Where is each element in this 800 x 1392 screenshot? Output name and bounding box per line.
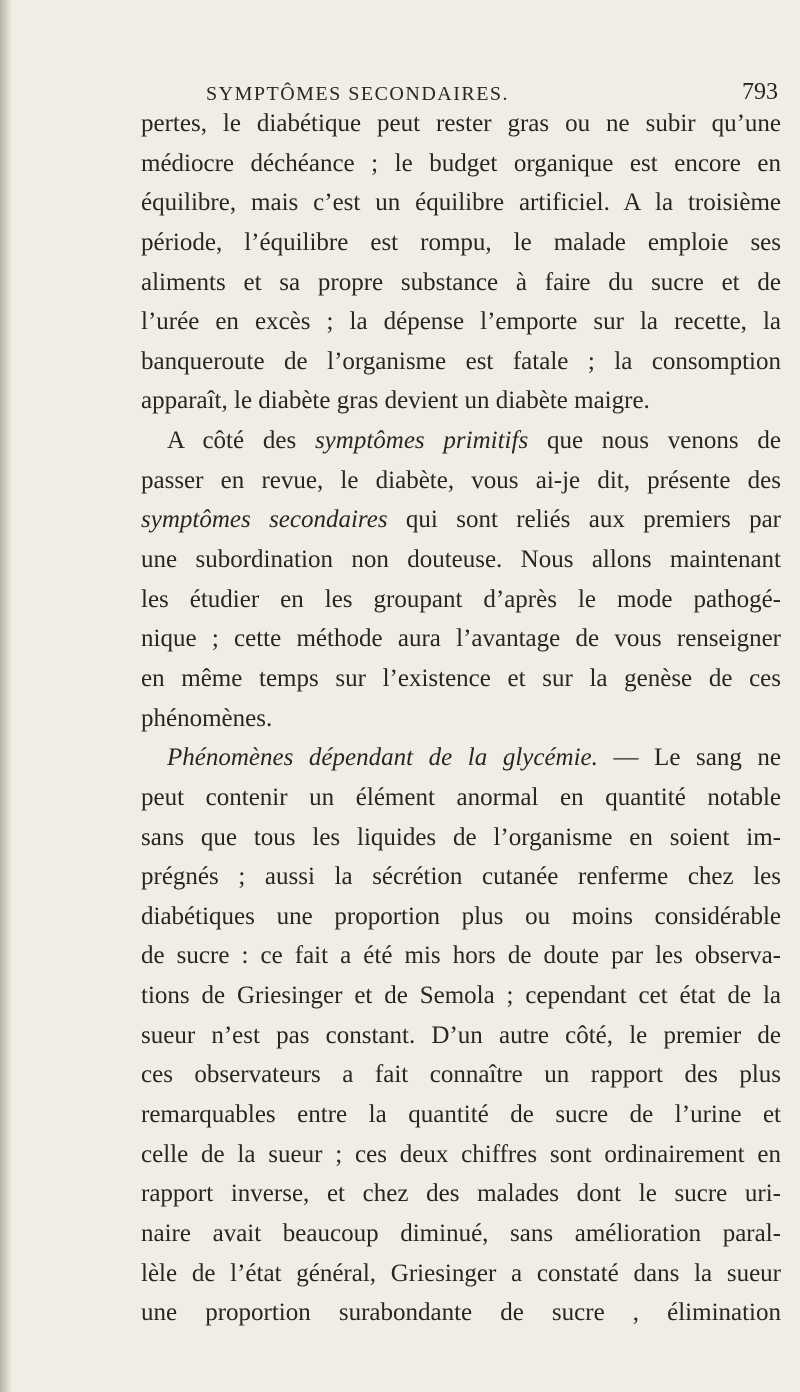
text-segment: que nous venons de [528, 427, 781, 455]
text-segment: banqueroute de l’organisme est fatale ; la consomption [141, 347, 781, 375]
text-segment: qui sont reliés aux premiers par [387, 506, 781, 534]
text-line [141, 381, 781, 421]
text-segment: prégnés ; aussi la sécrétion cutanée renferme chez les [141, 863, 781, 891]
text-line [141, 500, 781, 540]
text-segment: naire avait beaucoup diminué, sans amélioration paral- [141, 1219, 781, 1247]
text-segment: ces observateurs a fait connaître un rapport des plus [141, 1061, 781, 1089]
text-segment: remarquables entre la quantité de sucre de l’urine et [141, 1101, 781, 1129]
text-line [141, 857, 781, 897]
text-segment: peut contenir un élément anormal en quantité notable [141, 783, 781, 811]
text-segment: nique ; cette méthode aura l’avantage de vous renseigner [141, 625, 781, 653]
body-text [141, 104, 781, 1333]
text-segment: en même temps sur l’existence et sur la genèse de ces [141, 664, 781, 692]
text-line [141, 461, 781, 501]
text-line [141, 619, 781, 659]
text-segment: sans que tous les liquides de l’organisme en soient im- [141, 823, 781, 851]
text-line [141, 699, 781, 739]
text-segment: tions de Griesinger et de Semola ; cependant cet état de la [141, 982, 781, 1010]
text-segment: aliments et sa propre substance à faire du sucre et de [141, 268, 781, 296]
text-segment: période, l’équilibre est rompu, le malade emploie ses [141, 228, 781, 256]
text-segment: les étudier en les groupant d’après le mode pathogé- [141, 585, 781, 613]
text-segment: lèle de l’état général, Griesinger a constaté dans la sueur [141, 1259, 781, 1287]
text-segment: rapport inverse, et chez des malades dont le sucre uri- [141, 1180, 781, 1208]
text-line [141, 818, 781, 858]
text-segment: apparaît, le diabète gras devient un diabète maigre. [141, 387, 650, 415]
text-line [141, 1135, 781, 1175]
italic-text-segment: symptômes secondaires [141, 506, 388, 534]
text-line [141, 223, 781, 263]
text-line [141, 580, 781, 620]
text-line [141, 1214, 781, 1254]
text-segment: équilibre, mais c’est un équilibre artificiel. A la troisième [141, 189, 781, 217]
text-segment: sueur n’est pas constant. D’un autre côté, le premier de [141, 1021, 781, 1049]
text-line [141, 897, 781, 937]
text-segment: une proportion surabondante de sucre , élimination [141, 1299, 781, 1327]
text-line [141, 342, 781, 382]
text-line [141, 936, 781, 976]
text-segment: passer en revue, le diabète, vous ai-je dit, présente des [141, 466, 781, 494]
text-segment: de sucre : ce fait a été mis hors de doute par les observa- [141, 942, 781, 970]
text-line [141, 183, 781, 223]
text-segment: l’urée en excès ; la dépense l’emporte sur la recette, la [141, 308, 781, 336]
text-line [141, 778, 781, 818]
text-segment: diabétiques une proportion plus ou moins considérable [141, 902, 781, 930]
text-line [141, 976, 781, 1016]
text-segment: — Le sang ne [597, 744, 781, 772]
text-line [141, 1095, 781, 1135]
italic-text-segment: Phénomènes dépendant de la glycémie. [167, 744, 598, 772]
text-line [141, 263, 781, 303]
text-line [141, 421, 781, 461]
text-segment: phénomènes. [141, 704, 273, 732]
text-line [141, 1174, 781, 1214]
text-segment: A côté des [167, 427, 315, 455]
text-line [141, 659, 781, 699]
text-line [141, 738, 781, 778]
text-line [141, 144, 781, 184]
text-line [141, 1055, 781, 1095]
text-line [141, 1016, 781, 1056]
text-segment: une subordination non douteuse. Nous allons maintenant [141, 546, 781, 574]
text-line [141, 302, 781, 342]
text-segment: celle de la sueur ; ces deux chiffres sont ordinairement en [141, 1140, 781, 1168]
text-segment: médiocre déchéance ; le budget organique est encore en [141, 149, 781, 177]
text-line [141, 540, 781, 580]
page-number: 793 [742, 79, 778, 105]
text-line [141, 104, 781, 144]
text-line [141, 1293, 781, 1333]
italic-text-segment: symptômes primitifs [314, 427, 529, 455]
text-segment: pertes, le diabétique peut rester gras ou ne subir qu’une [141, 110, 781, 137]
running-head: SYMPTÔMES SECONDAIRES. [206, 83, 510, 105]
text-line [141, 1254, 781, 1294]
